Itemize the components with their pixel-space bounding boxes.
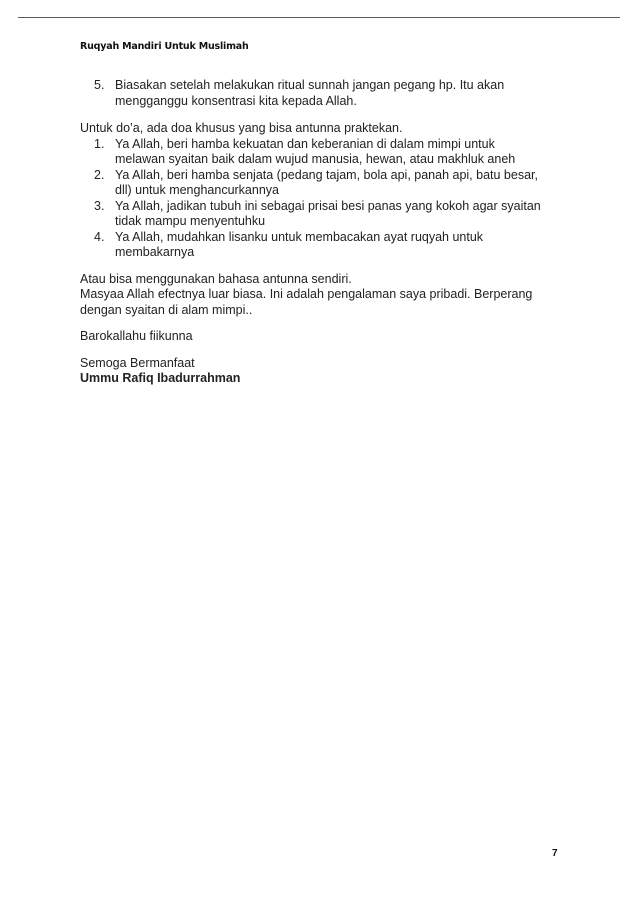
list-item-line: Biasakan setelah melakukan ritual sunnah jangan pegang hp. Itu akan [115, 78, 505, 92]
doa-list [80, 137, 566, 261]
header-rule [18, 17, 620, 18]
list-item-line: mengganggu konsentrasi kita kepada Allah. [115, 93, 357, 108]
list-item-line: dll) untuk menghancurkannya [115, 183, 279, 197]
list-item [80, 168, 566, 199]
paragraph-line: dengan syaitan di alam mimpi.. [80, 302, 253, 317]
doa-intro: Untuk do’a, ada doa khusus yang bisa antunna praktekan. [80, 121, 403, 135]
paragraph-line: Masyaa Allah efectnya luar biasa. Ini adalah pengalaman saya pribadi. Berperang [80, 287, 533, 301]
list-item-line: tidak mampu menyentuhku [115, 214, 266, 228]
list-item-line: Ya Allah, beri hamba kekuatan dan keberanian di dalam mimpi untuk [115, 136, 495, 151]
list-item-line: Ya Allah, mudahkan lisanku untuk membacakan ayat ruqyah untuk [115, 229, 484, 244]
list-item-line: Ya Allah, jadikan tubuh ini sebagai prisai besi panas yang kokoh agar syaitan [115, 198, 541, 213]
page-body [80, 78, 566, 387]
closing-greeting: Barokallahu fiikunna [80, 329, 193, 343]
signoff: Semoga Bermanfaat [80, 355, 195, 370]
list-item-number: 3. [94, 198, 105, 213]
list-item [80, 78, 566, 109]
list-item [80, 230, 566, 261]
list-item [80, 199, 566, 230]
list-item-number: 5. [94, 78, 105, 92]
running-header: Ruqyah Mandiri Untuk Muslimah [80, 41, 249, 52]
list-item-line: membakarnya [115, 245, 195, 259]
author-name: Ummu Rafiq Ibadurrahman [80, 371, 241, 385]
page-number: 7 [552, 848, 558, 859]
list-item-line: melawan syaitan baik dalam wujud manusia, hewan, atau makhluk aneh [115, 152, 516, 166]
paragraph-line: Atau bisa menggunakan bahasa antunna sendiri. [80, 271, 352, 286]
list-item-number: 2. [94, 167, 105, 182]
list-item-number: 4. [94, 229, 105, 244]
list-item [80, 137, 566, 168]
list-continued [80, 78, 566, 109]
list-item-line: Ya Allah, beri hamba senjata (pedang tajam, bola api, panah api, batu besar, [115, 167, 538, 182]
list-item-number: 1. [94, 136, 105, 151]
